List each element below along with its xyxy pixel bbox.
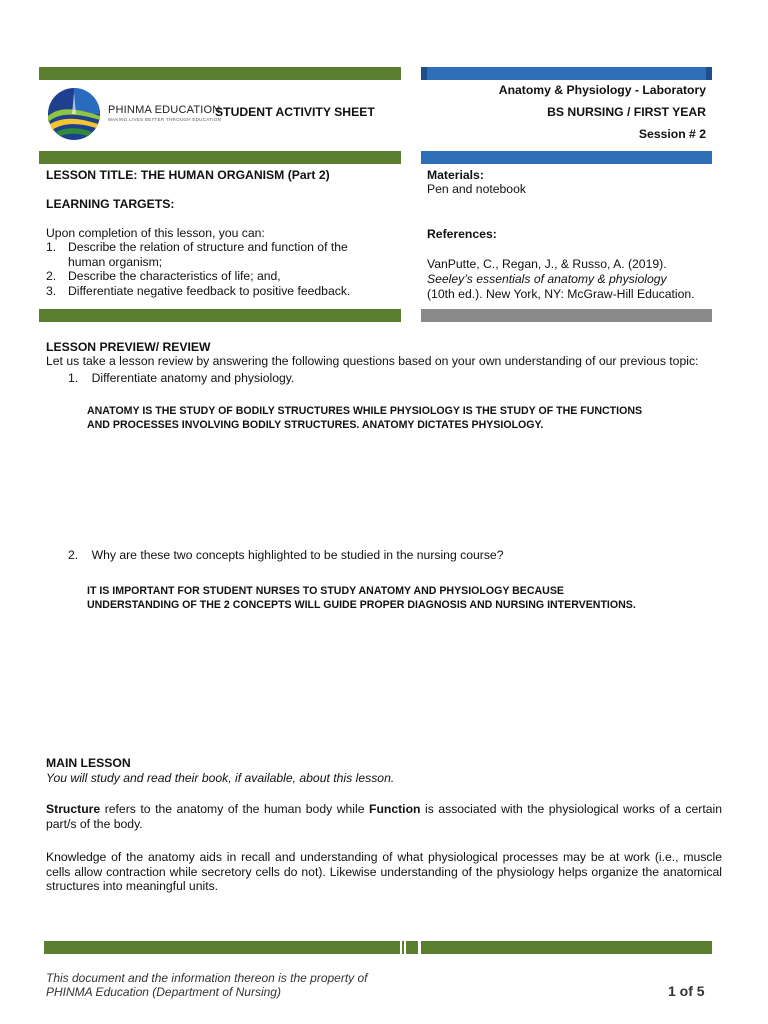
materials-heading: Materials:: [427, 168, 484, 182]
phinma-logo-icon: [46, 86, 102, 142]
footer-bar-divider-2: [406, 941, 418, 954]
answer-line: UNDERSTANDING OF THE 2 CONCEPTS WILL GUIDE PROPER DIAGNOSIS AND NURSING INTERVENTIONS.: [87, 598, 636, 611]
question-2: [68, 548, 503, 562]
sheet-title: STUDENT ACTIVITY SHEET: [215, 105, 375, 119]
section-bar-green: [39, 151, 401, 164]
function-term: Function: [369, 802, 421, 816]
structure-function-paragraph: [46, 802, 722, 831]
review-heading: LESSON PREVIEW/ REVIEW: [46, 340, 211, 354]
reference-book-title: Seeley’s essentials of anatomy & physiology: [427, 272, 667, 286]
target-number: 2.: [46, 269, 57, 283]
target-number: 1.: [46, 240, 57, 254]
list-item: [46, 284, 396, 299]
target-text: Describe the characteristics of life; and,: [68, 269, 281, 283]
answer-1: [87, 405, 642, 432]
materials-text: Pen and notebook: [427, 182, 526, 196]
answer-line: ANATOMY IS THE STUDY OF BODILY STRUCTURES WHILE PHYSIOLOGY IS THE STUDY OF THE FUNCTIONS: [87, 405, 643, 417]
brand-text: [108, 104, 221, 122]
page-number: 1 of 5: [668, 983, 705, 999]
question-number: 1.: [68, 371, 79, 385]
main-lesson-instruction: You will study and read their book, if available, about this lesson.: [46, 771, 395, 785]
phinma-logo: [46, 86, 102, 142]
lesson-title: LESSON TITLE: THE HUMAN ORGANISM (Part 2): [46, 168, 330, 182]
learning-targets-intro: Upon completion of this lesson, you can:: [46, 226, 265, 240]
section-bar-blue: [421, 151, 712, 164]
question-1: [68, 371, 294, 385]
footer-bar-right: [421, 941, 712, 954]
target-number: 3.: [46, 283, 57, 298]
footer-bar-left: [44, 941, 400, 954]
target-text: Describe the relation of structure and function of the: [68, 240, 348, 254]
target-text-cont: human organism;: [68, 254, 163, 269]
header-bar-blue-accent: [421, 67, 427, 80]
paragraph-text: is associated with the physiological works of a certain part/s of the body.: [46, 802, 722, 831]
footer-line: PHINMA Education (Department of Nursing): [46, 985, 281, 999]
references-heading: References:: [427, 227, 497, 241]
learning-targets-heading: LEARNING TARGETS:: [46, 197, 175, 211]
footer-ownership: [46, 971, 368, 999]
course-title: Anatomy & Physiology - Laboratory: [498, 83, 706, 97]
question-text: Differentiate anatomy and physiology.: [91, 371, 295, 385]
learning-targets-list: [46, 240, 396, 298]
answer-line: AND PROCESSES INVOLVING BODILY STRUCTURES. ANATOMY DICTATES PHYSIOLOGY.: [87, 418, 544, 431]
header-bar-blue: [421, 67, 712, 80]
section-bar-gray: [421, 309, 712, 322]
header-bar-green: [39, 67, 401, 80]
footer-line: This document and the information thereon is the property of: [46, 971, 368, 985]
brand-tagline: MAKING LIVES BETTER THROUGH EDUCATION: [108, 117, 222, 122]
list-item: [46, 240, 396, 269]
footer-bar-divider-1: [402, 941, 404, 954]
knowledge-paragraph: Knowledge of the anatomy aids in recall and understanding of what physiological processes may be at work (i.e., muscle cells allow contraction while secretory cells do not). Likewise understanding of the physiology helps organize the anatomical structures into meaningful units.: [46, 850, 722, 893]
reference-line-1: VanPutte, C., Regan, J., & Russo, A. (2019).: [427, 257, 667, 271]
list-item: [46, 269, 396, 284]
review-intro: Let us take a lesson review by answering the following questions based on your own understanding of our previous topic:: [46, 354, 699, 368]
question-text: Why are these two concepts highlighted to be studied in the nursing course?: [91, 548, 504, 562]
answer-line: IT IS IMPORTANT FOR STUDENT NURSES TO STUDY ANATOMY AND PHYSIOLOGY BECAUSE: [87, 585, 564, 597]
question-number: 2.: [68, 548, 79, 562]
answer-2: [87, 585, 636, 612]
target-text: Differentiate negative feedback to positive feedback.: [68, 283, 351, 298]
reference-line-3: (10th ed.). New York, NY: McGraw-Hill Education.: [427, 287, 695, 301]
session-label: Session # 2: [638, 127, 706, 141]
paragraph-text: refers to the anatomy of the human body while: [100, 802, 370, 816]
section-bar-green-2: [39, 309, 401, 322]
main-lesson-heading: MAIN LESSON: [46, 756, 131, 770]
brand-name: PHINMA EDUCATION: [108, 104, 221, 116]
header-bar-blue-accent-right: [706, 67, 712, 80]
structure-term: Structure: [46, 802, 101, 816]
program-title: BS NURSING / FIRST YEAR: [547, 105, 706, 119]
